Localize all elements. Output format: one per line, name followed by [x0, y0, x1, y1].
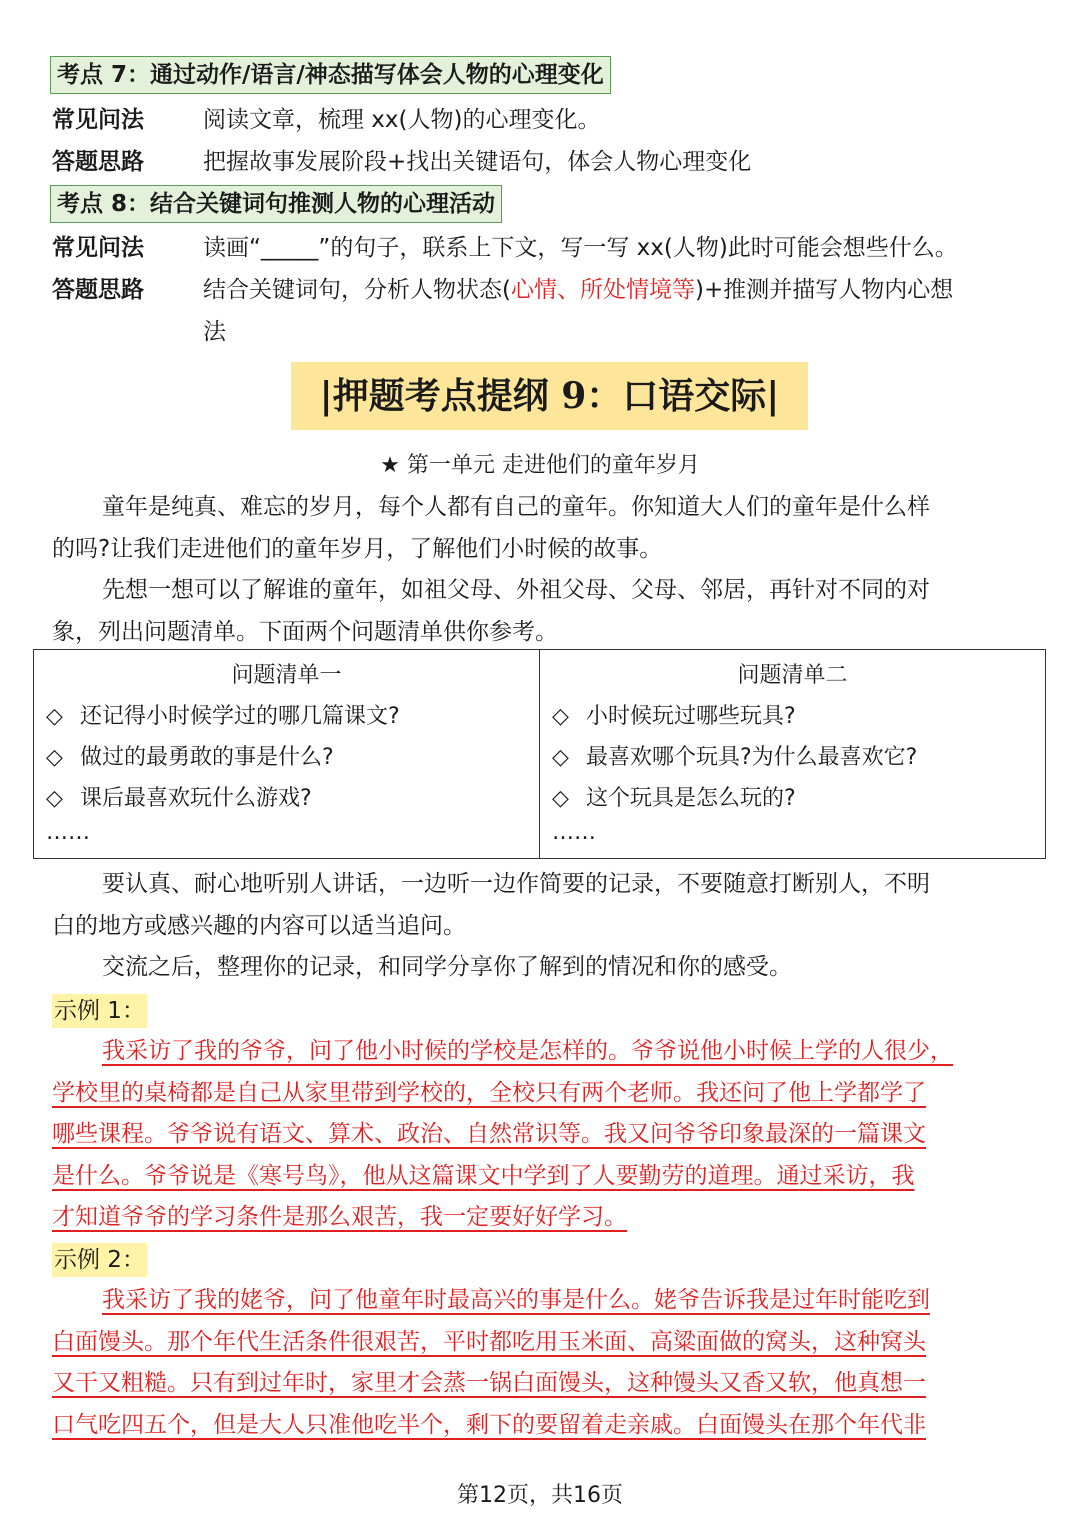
kaodian-8-question-text: 读画“_____”的句子，联系上下文，写一写 xx(人物)此时可能会想些什么。	[203, 235, 958, 261]
list-item	[34, 778, 539, 819]
answer-text-post: )+推测并描写人物内心想	[694, 277, 954, 303]
intro-p2-line2: 象，列出问题清单。下面两个问题清单供你参考。	[52, 618, 558, 645]
after-paragraphs	[52, 864, 1027, 989]
example-1-line: 才知道爷爷的学习条件是那么艰苦，我一定要好好学习。	[52, 1204, 627, 1230]
list-item	[34, 737, 539, 778]
list-item-text: 做过的最勇敢的事是什么?	[80, 745, 334, 770]
intro-p2-line1: 先想一想可以了解谁的童年，如祖父母、外祖父母、父母、邻居，再针对不同的对	[102, 577, 930, 603]
list-item-text: 还记得小时候学过的哪几篇课文?	[80, 704, 400, 729]
diamond-icon: ◇	[552, 786, 569, 811]
diamond-icon: ◇	[552, 704, 569, 729]
kaodian-7-answer-label: 答题思路	[52, 149, 144, 175]
kaodian-8-title: 考点 8：结合关键词句推测人物的心理活动	[50, 185, 502, 223]
after-p1-line2: 白的地方或感兴趣的内容可以适当追问。	[52, 912, 466, 939]
intro-p1-line2: 的吗?让我们走进他们的童年岁月，了解他们小时候的故事。	[52, 535, 663, 562]
list-item	[540, 778, 1045, 819]
kaodian-8-answer-label: 答题思路	[52, 277, 144, 303]
list-item-text: 课后最喜欢玩什么游戏?	[80, 786, 312, 811]
section-banner: |押题考点提纲 9：口语交际|	[291, 362, 808, 430]
list-item-text: 小时候玩过哪些玩具?	[586, 704, 796, 729]
kaodian-7-question-text: 阅读文章，梳理 xx(人物)的心理变化。	[203, 107, 601, 133]
diamond-icon: ◇	[552, 745, 569, 770]
example-1-line: 哪些课程。爷爷说有语文、算术、政治、自然常识等。我又问爷爷印象最深的一篇课文	[52, 1121, 926, 1147]
kaodian-8-answer-text-continued: 法	[203, 319, 226, 345]
intro-p1-line1: 童年是纯真、难忘的岁月，每个人都有自己的童年。你知道大人们的童年是什么样	[102, 494, 930, 520]
example-2-line: 口气吃四五个，但是大人只准他吃半个，剩下的要留着走亲戚。白面馒头在那个年代非	[52, 1411, 926, 1438]
ellipsis: ……	[552, 820, 596, 845]
example-2-label: 示例 2：	[52, 1243, 147, 1277]
after-p1-line1: 要认真、耐心地听别人讲话，一边听一边作简要的记录，不要随意打断别人，不明	[102, 871, 930, 897]
list-item-text: 最喜欢哪个玩具?为什么最喜欢它?	[586, 745, 918, 770]
ellipsis: ……	[46, 820, 90, 845]
example-2-line: 白面馒头。那个年代生活条件很艰苦，平时都吃用玉米面、高粱面做的窝头，这种窝头	[52, 1328, 926, 1355]
question-list-2-header: 问题清单二	[737, 663, 848, 688]
unit-title: ★ 第一单元 走进他们的童年岁月	[380, 453, 700, 478]
question-list-1	[34, 650, 540, 859]
example-2-line: 我采访了我的姥爷，问了他童年时最高兴的事是什么。姥爷告诉我是过年时能吃到	[102, 1287, 930, 1313]
example-2-text	[52, 1280, 1027, 1446]
list-item	[540, 696, 1045, 737]
kaodian-7-question-label: 常见问法	[52, 107, 144, 133]
question-list-2	[540, 650, 1046, 859]
list-item-text: 这个玩具是怎么玩的?	[586, 786, 796, 811]
example-2-line: 又干又粗糙。只有到过年时，家里才会蒸一锅白面馒头，这种馒头又香又软，他真想一	[52, 1370, 926, 1396]
example-1-label: 示例 1：	[52, 994, 147, 1028]
diamond-icon: ◇	[46, 704, 63, 729]
answer-text-pre: 结合关键词句，分析人物状态(	[203, 277, 511, 303]
question-list-1-header: 问题清单一	[231, 663, 342, 688]
example-1-line: 是什么。爷爷说是《寒号鸟》，他从这篇课文中学到了人要勤劳的道理。通过采访，我	[52, 1162, 915, 1189]
list-item	[34, 696, 539, 737]
example-1-text	[52, 1031, 1027, 1239]
intro-paragraphs	[52, 487, 1027, 653]
after-p2-line1: 交流之后，整理你的记录，和同学分享你了解到的情况和你的感受。	[102, 954, 792, 980]
diamond-icon: ◇	[46, 745, 63, 770]
kaodian-8-question-label: 常见问法	[52, 235, 144, 261]
kaodian-7-answer-text: 把握故事发展阶段+找出关键语句，体会人物心理变化	[203, 149, 752, 175]
list-item	[540, 737, 1045, 778]
diamond-icon: ◇	[46, 786, 63, 811]
answer-text-highlight: 心情、所处情境等	[510, 277, 695, 303]
kaodian-7-title: 考点 7：通过动作/语言/神态描写体会人物的心理变化	[50, 56, 611, 94]
page-number: 第12页，共16页	[457, 1483, 623, 1508]
example-1-line: 我采访了我的爷爷，问了他小时候的学校是怎样的。爷爷说他小时候上学的人很少，	[102, 1038, 953, 1064]
question-list-table	[33, 649, 1046, 859]
kaodian-8-answer-text	[203, 274, 953, 306]
example-1-line: 学校里的桌椅都是自己从家里带到学校的，全校只有两个老师。我还问了他上学都学了	[52, 1079, 926, 1106]
